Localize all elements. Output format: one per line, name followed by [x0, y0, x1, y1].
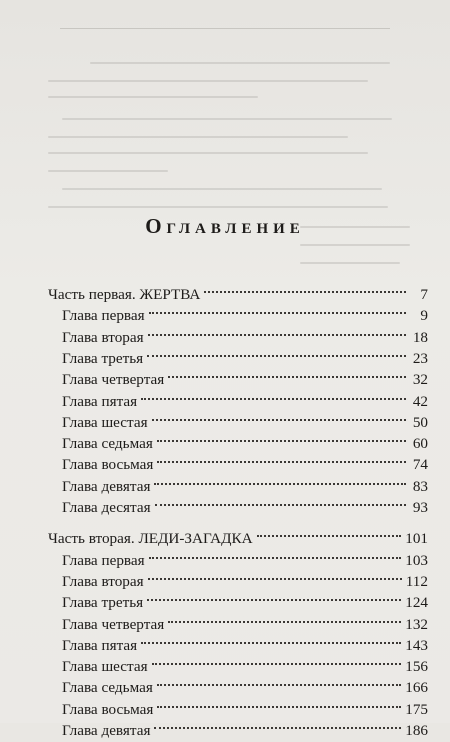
show-through-line: [48, 152, 368, 154]
chapter-title: Глава шестая: [62, 413, 148, 431]
page-number: 101: [405, 530, 428, 548]
page-number: 112: [405, 572, 428, 590]
page-number: 103: [405, 551, 428, 569]
chapter-title: Глава десятая: [62, 499, 151, 516]
page-number: 83: [412, 477, 428, 495]
chapter-title: Глава первая: [62, 551, 145, 569]
page-number: 93: [412, 499, 428, 516]
page-number: 124: [405, 594, 428, 612]
page-number: 186: [405, 722, 428, 739]
chapter-title: Глава восьмая: [62, 456, 154, 474]
chapter-title: Глава третья: [62, 594, 144, 612]
page-number: 60: [412, 435, 428, 453]
dot-leader: [154, 705, 401, 729]
page-number: 166: [405, 679, 428, 697]
show-through-line: [90, 62, 390, 64]
chapter-title: Глава девятая: [62, 477, 151, 495]
show-through-line: [300, 244, 410, 246]
show-through-line: [48, 136, 348, 138]
chapter-title: Глава вторая: [62, 328, 144, 346]
show-through-line: [62, 118, 392, 120]
show-through-text: [0, 0, 450, 230]
chapter-title: Глава девятая: [62, 722, 151, 739]
chapter-title: Глава пятая: [62, 392, 138, 410]
chapter-title: Глава седьмая: [62, 679, 153, 697]
show-through-line: [48, 80, 368, 82]
toc-chapter-row: [48, 488, 428, 516]
dot-leader: [155, 482, 406, 506]
page-number: 143: [405, 636, 428, 654]
page-number: 50: [412, 413, 428, 431]
chapter-title: Глава пятая: [62, 636, 138, 654]
chapter-title: Глава четвертая: [62, 615, 165, 633]
page-number: 23: [412, 349, 428, 367]
page-number: 132: [405, 615, 428, 633]
chapter-title: Глава третья: [62, 349, 144, 367]
show-through-line: [300, 262, 400, 264]
chapter-title: Глава четвертая: [62, 371, 165, 389]
show-through-line: [48, 170, 168, 172]
page-number: 18: [412, 328, 428, 346]
page-number: 32: [412, 371, 428, 389]
toc-title: Оглавление: [145, 214, 305, 238]
page-number: 7: [420, 286, 428, 303]
page-number: 175: [405, 700, 428, 718]
chapter-title: Глава первая: [62, 307, 145, 325]
show-through-line: [62, 188, 382, 190]
toc-chapter-row: [48, 711, 428, 739]
part-title: Часть вторая. ЛЕДИ-ЗАГАДКА: [48, 530, 253, 548]
chapter-title: Глава восьмая: [62, 700, 154, 718]
page-number: 9: [420, 307, 428, 325]
chapter-title: Глава шестая: [62, 658, 148, 676]
part-title: Часть первая. ЖЕРТВА: [48, 286, 201, 303]
page-number: 156: [405, 658, 428, 676]
page-number: 42: [412, 392, 428, 410]
chapter-title: Глава седьмая: [62, 435, 153, 453]
page-number: 74: [412, 456, 428, 474]
show-through-line: [48, 206, 388, 208]
chapter-title: Глава вторая: [62, 572, 144, 590]
show-through-line: [48, 96, 258, 98]
